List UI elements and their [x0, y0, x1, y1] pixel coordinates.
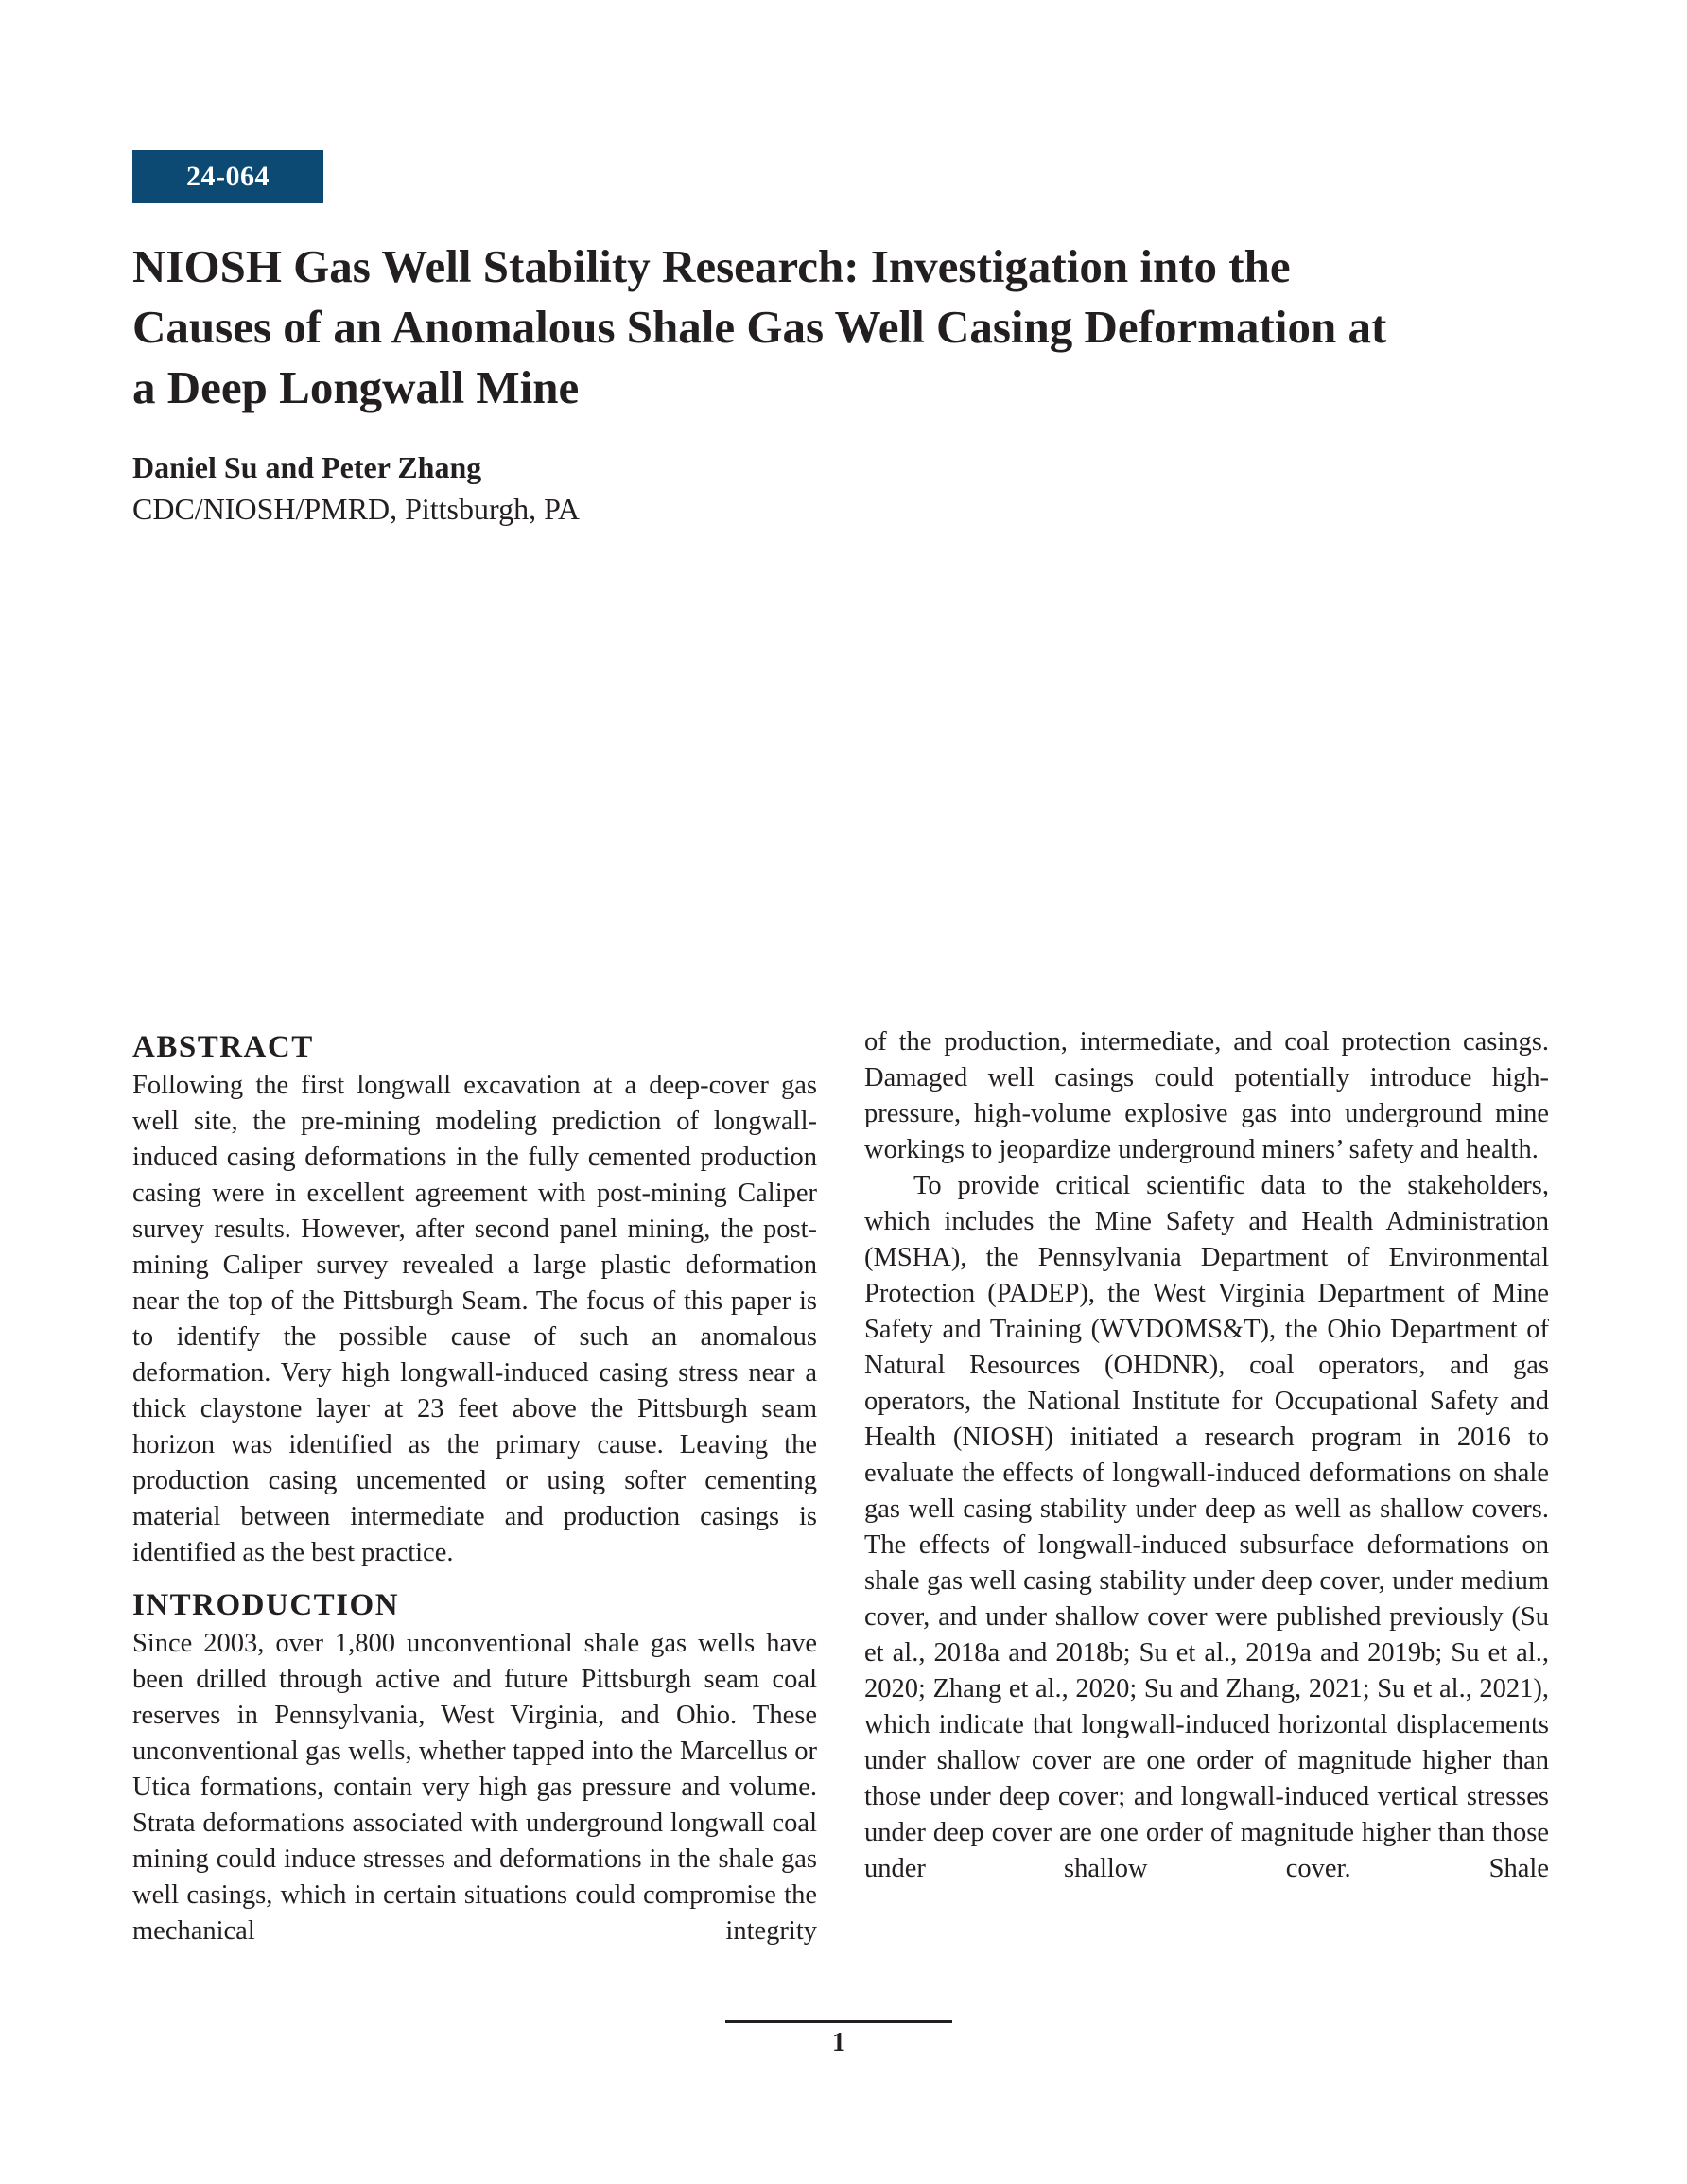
page-number: 1: [832, 2028, 845, 2057]
introduction-paragraph-1-start: Since 2003, over 1,800 unconventional shale gas wells have been drilled through active and future Pittsburgh seam coal reserves in Pennsylvania, West Virginia, and Ohio. These unconventional gas wells, whether tapped into the Marcellus or Utica formations, contain very high gas pressure and volume. Strata deformations associated with underground longwall coal mining could induce stresses and deformations in the shale gas well casings, which in certain situations could compromise the mechanical integrity: [132, 1629, 817, 1946]
left-column: [132, 1026, 817, 1949]
abstract-text: Following the first longwall excavation at a deep-cover gas well site, the pre-mining modeling prediction of longwall-induced casing deformations in the fully cemented production casing were in excellent agreement with post-mining Caliper survey results. However, after second panel mining, the post-mining Caliper survey revealed a large plastic deformation near the top of the Pittsburgh Seam. The focus of this paper is to identify the possible cause of such an anomalous deformation. Very high longwall-induced casing stress near a thick claystone layer at 23 feet above the Pittsburgh seam horizon was identified as the primary cause. Leaving the production casing uncemented or using softer cementing material between intermediate and production casings is identified as the best practice.: [132, 1071, 817, 1567]
footer-rule: [725, 2020, 952, 2023]
abstract-heading: ABSTRACT: [132, 1030, 314, 1064]
title-line-1: NIOSH Gas Well Stability Research: Investigation into the: [132, 240, 1291, 292]
report-number-badge: 24-064: [132, 150, 323, 203]
right-column: [864, 1024, 1549, 1887]
title-line-2: Causes of an Anomalous Shale Gas Well Casing Deformation at: [132, 301, 1387, 353]
introduction-heading: INTRODUCTION: [132, 1588, 400, 1622]
introduction-paragraph-1-end: of the production, intermediate, and coal protection casings. Damaged well casings could potentially introduce high-pressure, high-volume explosive gas into underground mine workings to jeopardize underground miners’ safety and health.: [864, 1027, 1549, 1164]
title-line-3: a Deep Longwall Mine: [132, 361, 580, 413]
authors: Daniel Su and Peter Zhang: [132, 450, 482, 484]
affiliation: CDC/NIOSH/PMRD, Pittsburgh, PA: [132, 492, 581, 526]
paper-title: [132, 236, 1475, 418]
introduction-paragraph-2: To provide critical scientific data to the stakeholders, which includes the Mine Safety and Health Administration (MSHA), the Pennsylvania Department of Environmental Protection (PADEP), the West Virginia Department of Mine Safety and Training (WVDOMS&T), the Ohio Department of Natural Resources (OHDNR), coal operators, and gas operators, the National Institute for Occupational Safety and Health (NIOSH) initiated a research program in 2016 to evaluate the effects of longwall-induced deformations on shale gas well casing stability under deep as well as shallow covers. The effects of longwall-induced subsurface deformations on shale gas well casing stability under deep cover, under medium cover, and under shallow cover were published previously (Su et al., 2018a and 2018b; Su et al., 2019a and 2019b; Su et al., 2020; Zhang et al., 2020; Su and Zhang, 2021; Su et al., 2021), which indicate that longwall-induced horizontal displacements under shallow cover are one order of magnitude higher than those under deep cover; and longwall-induced vertical stresses under deep cover are one order of magnitude higher than those under shallow cover. Shale: [864, 1171, 1549, 1883]
